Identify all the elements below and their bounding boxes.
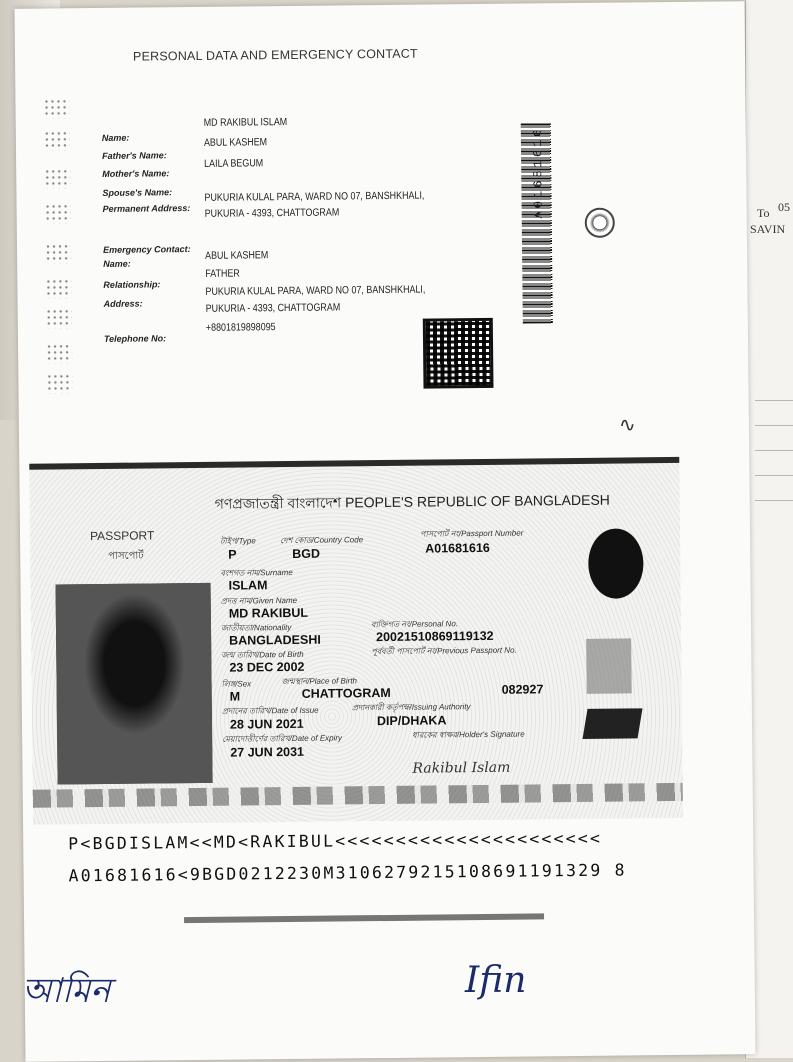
expiry-date-label: মেয়াদোত্তীর্ণের তারিখ/Date of Expiry [222,733,343,744]
passport-number-value: A01681616 [425,540,490,556]
field-value: LAILA BEGUM [204,157,264,170]
field-label: Emergency Contact: [102,244,191,255]
passport-label: PASSPORT [89,528,155,544]
field-label: Address: [103,298,143,309]
government-seal-icon [585,208,615,238]
passport-photocopy [29,457,683,825]
security-band [33,783,683,808]
issue-date-value: 28 JUN 2021 [229,716,304,732]
right-page-rule [755,475,793,476]
field-value: PUKURIA - 4393, CHATTOGRAM [204,206,340,220]
copy-edge [184,913,544,923]
emergency-address: PUKURIA KULAL PARA, WARD NO 07, BANSHKHALI, [205,283,426,298]
given-name-label: প্রদত্ত নাম/Given Name [220,595,298,606]
field-value: MD RAKIBUL ISLAM [203,116,288,129]
passport-country-title: গণপ্রজাতন্ত্রী বাংলাদেশ PEOPLE'S REPUBLIC OF BANGLADESH [214,491,610,512]
previous-passport-label: পূর্ববর্তী পাসপোর্ট নং/Previous Passport No. [371,645,517,657]
field-label: Name: [103,258,131,269]
emergency-name: ABUL KASHEM [205,249,269,262]
barcode-number: A01681616 [530,126,546,219]
pen-mark-icon: ∿ [618,414,636,437]
right-page-text: 05 [778,200,790,214]
expiry-date-value: 27 JUN 2031 [230,744,305,760]
sex-label: লিঙ্গ/Sex [221,679,252,689]
field-label: Spouse's Name: [102,187,173,198]
issue-date-label: প্রদানের তারিখ/Date of Issue [221,705,319,716]
field-label: Mother's Name: [102,168,170,179]
ghost-photo [586,638,632,693]
type-label: টাইপ/Type [220,536,256,546]
country-code-label: দেশ কোড/Country Code [280,535,364,546]
passport-number-label: পাসপোর্ট নং/Passport Number [419,528,524,539]
mrz-line-1: P<BGDISLAM<<MD<RAKIBUL<<<<<<<<<<<<<<<<<<<<<< [68,828,603,854]
field-value: PUKURIA KULAL PARA, WARD NO 07, BANSHKHALI, [204,189,425,204]
punch-dots [45,278,71,298]
handwritten-signature-left: আমিন [22,971,111,1011]
punch-dots [45,203,71,223]
personal-no-value: 20021510869119132 [376,628,494,645]
ghost-image [588,528,644,599]
punch-dots [44,168,70,188]
field-value: ABUL KASHEM [203,136,268,149]
nationality-value: BANGLADESHI [229,632,321,648]
place-of-birth-label: জন্মস্থান/Place of Birth [281,676,358,687]
holder-signature: Rakibul Islam [412,759,511,777]
passport-photo [56,583,213,785]
emergency-telephone: +8801819898095 [205,321,276,334]
place-of-birth-value: CHATTOGRAM [301,685,391,701]
field-label: Father's Name: [101,150,167,161]
dob-value: 23 DEC 2002 [229,659,305,675]
field-label: Permanent Address: [102,203,191,214]
emergency-address: PUKURIA - 4393, CHATTOGRAM [205,301,341,315]
punch-dots [44,130,70,150]
emergency-relationship: FATHER [205,267,240,280]
right-page-rule [755,500,793,501]
punch-dots [46,343,72,363]
nationality-label: জাতীয়তা/Nationality [220,622,292,633]
field-label: Relationship: [103,279,161,290]
surname-value: ISLAM [228,578,268,593]
issuing-authority-value: DIP/DHAKA [376,713,447,729]
punch-dots [45,243,71,263]
punch-dots [46,373,72,393]
field-label: Telephone No: [103,333,167,344]
holder-signature-label: ধারকের স্বাক্ষর/Holder's Signature [412,729,525,740]
handwritten-signature-right: Ifin [465,960,527,1001]
mrz-line-2: A01681616<9BGD0212230M3106279215108691191329 8 [68,860,627,886]
punch-dots [46,308,72,328]
side-number: 082927 [501,682,544,697]
issuing-authority-label: প্রদানকারী কর্তৃপক্ষ/Issuing Authority [351,702,471,713]
right-page-text: To [757,206,770,220]
qr-code [423,318,494,389]
type-value: P [228,547,237,562]
dob-label: জন্ম তারিখ/Date of Birth [221,649,304,660]
right-page-rule [755,425,793,426]
field-label: Name: [101,132,130,143]
passport-label-bn: পাসপোর্ট [108,550,144,562]
sex-value: M [229,689,241,704]
document-page [15,1,756,1062]
punch-dots [43,98,69,118]
country-code-value: BGD [292,546,321,561]
right-page-rule [755,450,793,451]
right-page-rule [755,400,793,401]
given-name-value: MD RAKIBUL [228,605,309,621]
personal-no-label: ব্যক্তিগত নং/Personal No. [370,619,459,630]
right-page-text: SAVIN [750,222,786,236]
page-title: PERSONAL DATA AND EMERGENCY CONTACT [132,46,418,64]
ghost-image [583,708,643,739]
surname-label: বংশগত নাম/Surname [220,567,293,578]
